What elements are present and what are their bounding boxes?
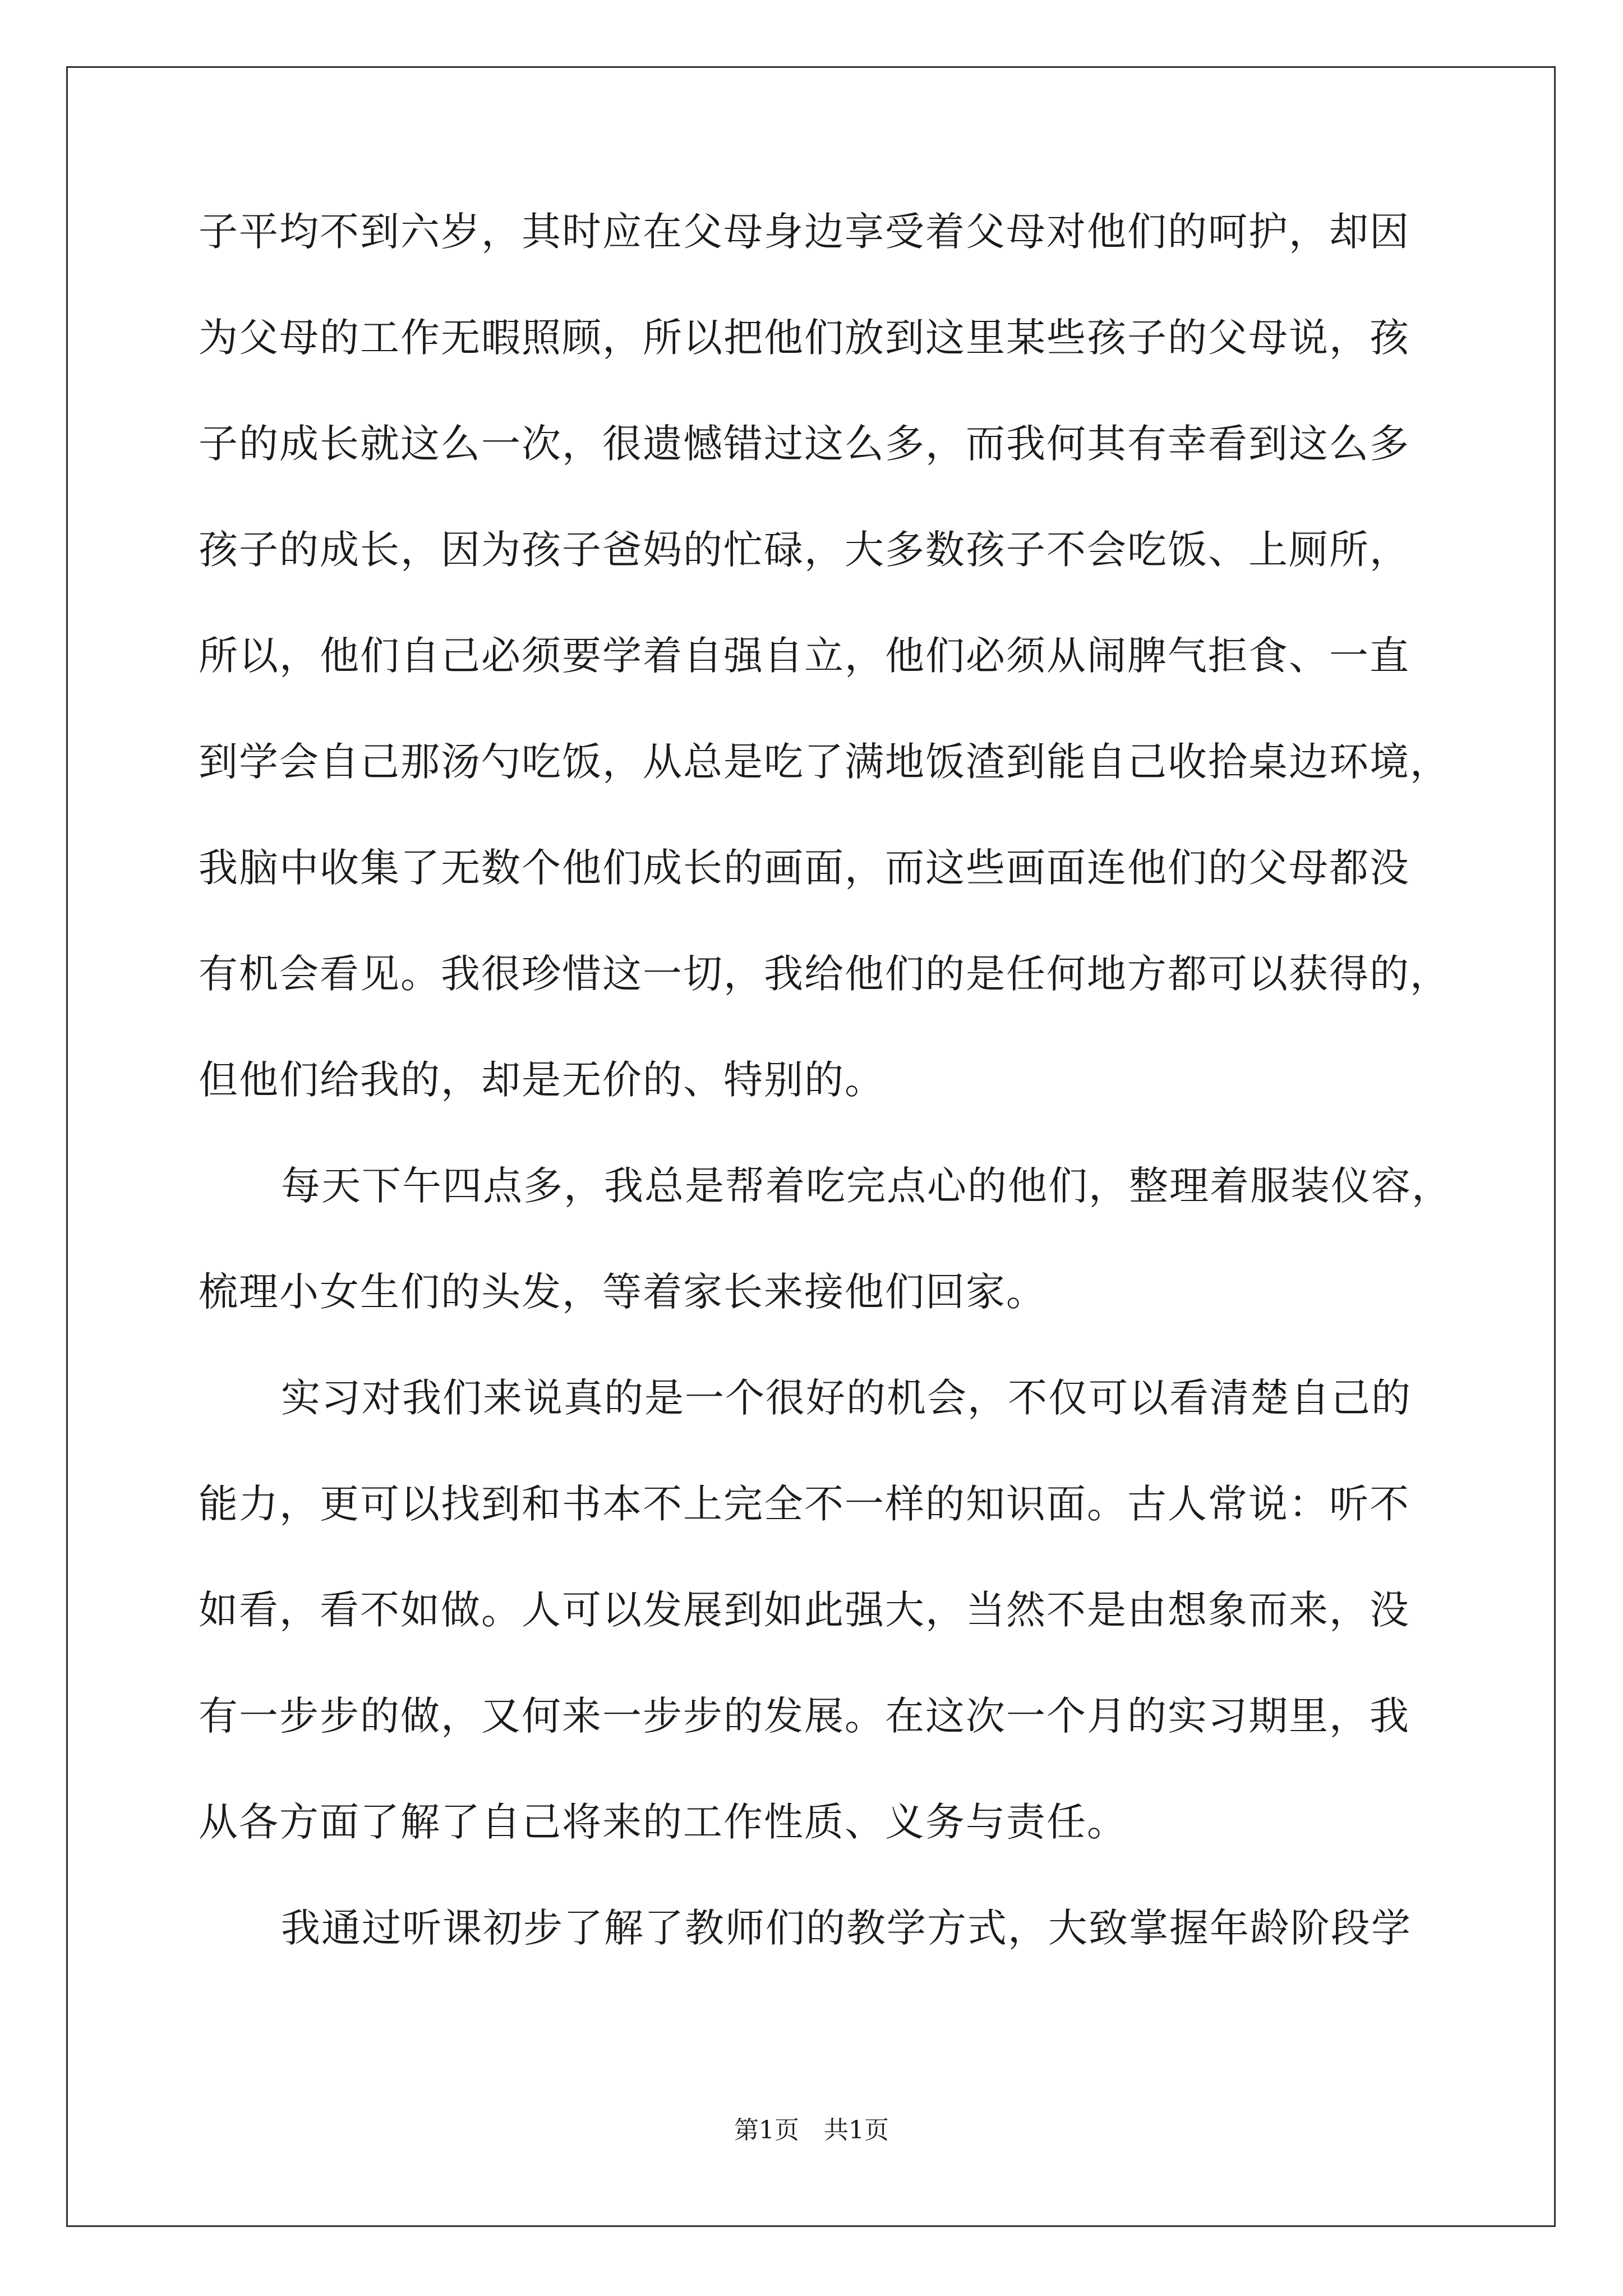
text-line: 梳理小女生们的头发，等着家长来接他们回家。	[199, 1269, 1046, 1315]
paragraph-first-line: 实习对我们来说真的是一个很好的机会，不仅可以看清楚自己的	[281, 1375, 1412, 1421]
text-line: 为父母的工作无暇照顾，所以把他们放到这里某些孩子的父母说，孩	[199, 315, 1410, 361]
text-line: 我脑中收集了无数个他们成长的画面，而这些画面连他们的父母都没	[199, 845, 1410, 891]
paragraph-first-line: 我通过听课初步了解了教师们的教学方式，大致掌握年龄阶段学	[281, 1905, 1412, 1951]
text-line: 孩子的成长，因为孩子爸妈的忙碌，大多数孩子不会吃饭、上厕所，	[199, 527, 1410, 573]
text-line: 但他们给我的，却是无价的、特别的。	[199, 1057, 885, 1103]
text-line: 所以，他们自己必须要学着自强自立，他们必须从闹脾气拒食、一直	[199, 633, 1410, 679]
text-line: 子平均不到六岁，其时应在父母身边享受着父母对他们的呵护，却因	[199, 209, 1410, 255]
text-line: 能力，更可以找到和书本不上完全不一样的知识面。古人常说：听不	[199, 1481, 1410, 1527]
text-line: 有一步步的做，又何来一步步的发展。在这次一个月的实习期里，我	[199, 1693, 1410, 1739]
page-number-footer: 第1页 共1页	[734, 2116, 889, 2145]
text-line: 到学会自己那汤勺吃饭，从总是吃了满地饭渣到能自己收拾桌边环境，	[199, 739, 1450, 785]
text-line: 子的成长就这么一次，很遗憾错过这么多，而我何其有幸看到这么多	[199, 421, 1410, 467]
text-line: 如看，看不如做。人可以发展到如此强大，当然不是由想象而来，没	[199, 1587, 1410, 1633]
text-line: 从各方面了解了自己将来的工作性质、义务与责任。	[199, 1799, 1127, 1845]
paragraph-first-line: 每天下午四点多，我总是帮着吃完点心的他们，整理着服装仪容，	[281, 1163, 1452, 1209]
document-body	[199, 209, 1452, 2014]
text-line: 有机会看见。我很珍惜这一切，我给他们的是任何地方都可以获得的，	[199, 951, 1450, 997]
